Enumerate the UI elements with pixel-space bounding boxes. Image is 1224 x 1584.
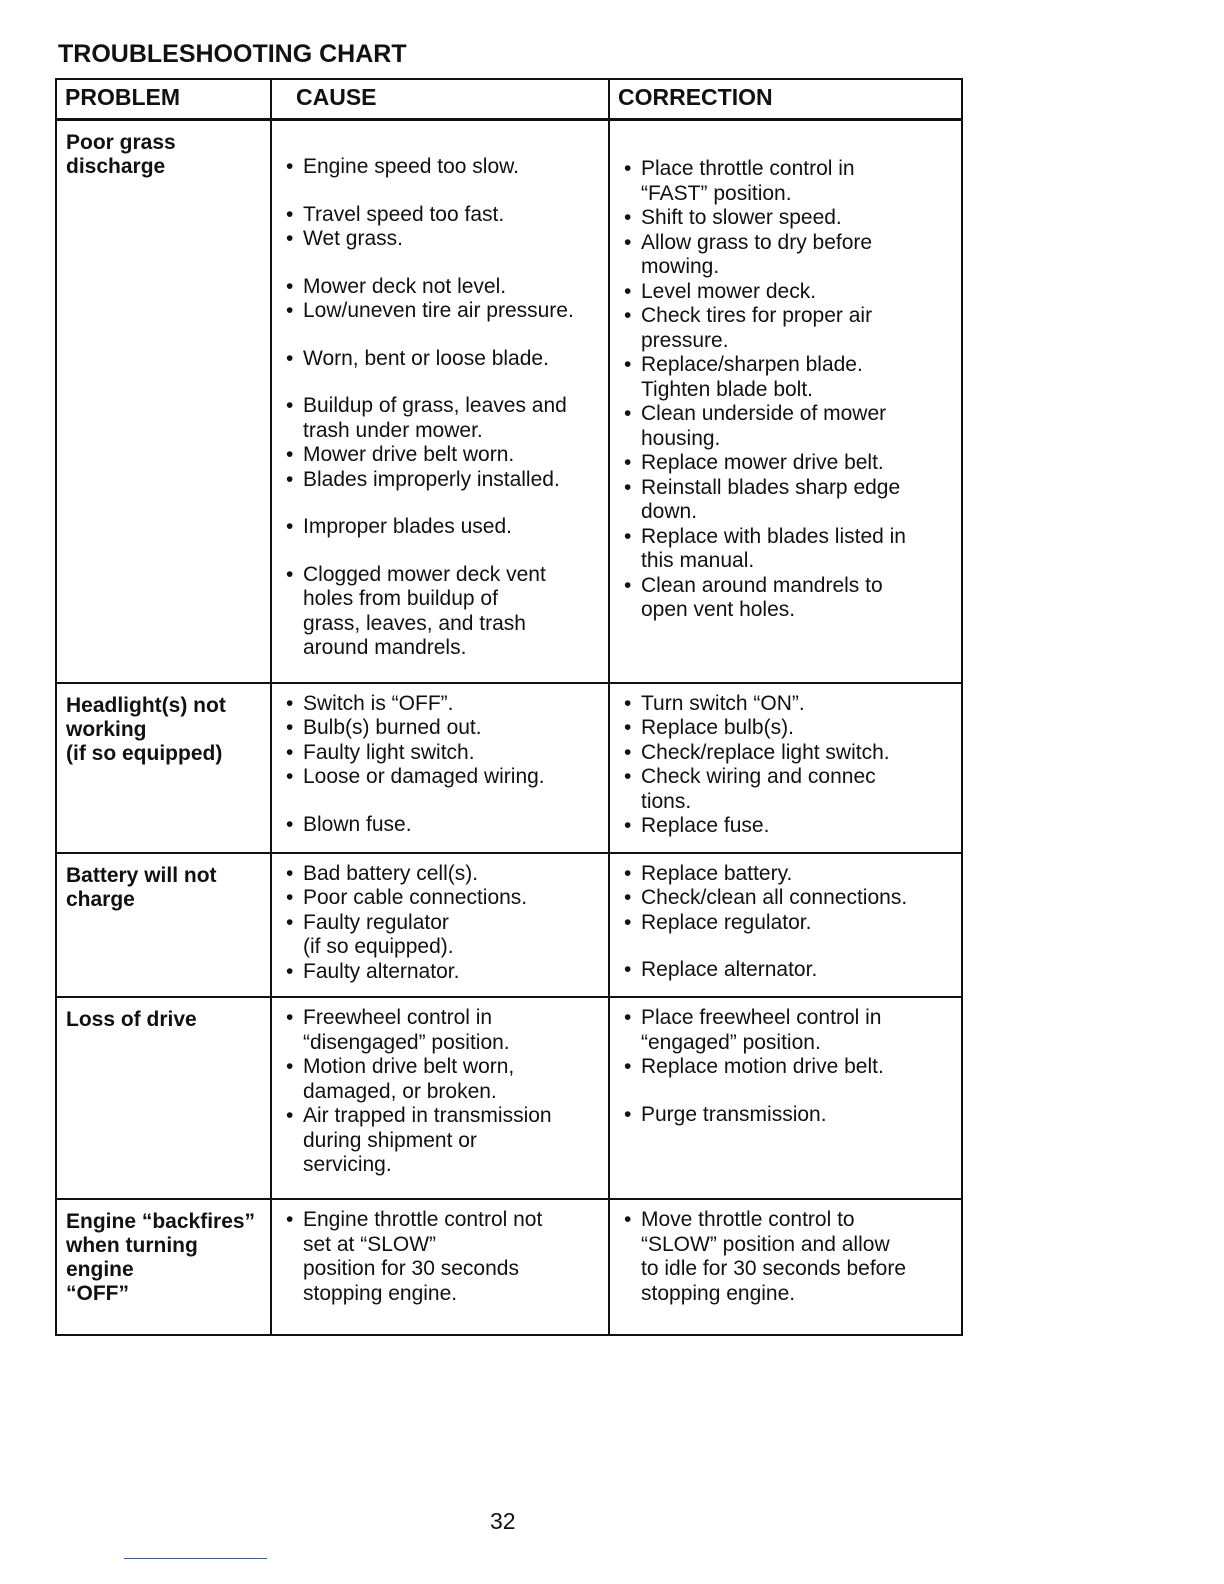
correction-item: • Clean underside of mower housing.: [622, 402, 955, 451]
cause-item: • Engine throttle control not set at “SLOW” position for 30 seconds stopping engine.: [284, 1208, 602, 1306]
correction-item: • Turn switch “ON”.: [622, 692, 955, 717]
correction-item: • Replace regulator.: [622, 911, 955, 936]
cause-item: • Faulty regulator (if so equipped).: [284, 911, 602, 960]
correction-item: • Level mower deck.: [622, 280, 955, 305]
cause-item: • Buildup of grass, leaves and trash under mower.: [284, 394, 602, 443]
table-row: [56, 120, 962, 683]
cause-list: [272, 1200, 608, 1318]
cause-item: • Freewheel control in “disengaged” position.: [284, 1006, 602, 1055]
table-row: [56, 997, 962, 1199]
correction-list: [610, 998, 961, 1139]
table-row: [56, 683, 962, 853]
cause-list: [272, 684, 608, 850]
cause-item: • Wet grass.: [284, 227, 602, 252]
cause-item: • Improper blades used.: [284, 515, 602, 540]
correction-item: • Replace battery.: [622, 862, 955, 887]
table-row: [56, 853, 962, 998]
cause-list: [272, 121, 608, 673]
correction-list: [610, 854, 961, 995]
cause-item: • Air trapped in transmission during shipment or servicing.: [284, 1104, 602, 1178]
correction-list: [610, 121, 961, 635]
cause-cell: [271, 997, 609, 1199]
correction-cell: [609, 683, 962, 853]
correction-item: • Check tires for proper air pressure.: [622, 304, 955, 353]
table-body: [56, 120, 962, 1336]
cause-item: • Low/uneven tire air pressure.: [284, 299, 602, 324]
cause-cell: [271, 683, 609, 853]
cause-item: • Worn, bent or loose blade.: [284, 347, 602, 372]
cause-item: • Engine speed too slow.: [284, 155, 602, 180]
correction-item: • Check/replace light switch.: [622, 741, 955, 766]
cause-cell: [271, 120, 609, 683]
correction-item: • Check/clean all connections.: [622, 886, 955, 911]
footer-rule: [124, 1558, 267, 1559]
correction-list: [610, 684, 961, 851]
chart-title: TROUBLESHOOTING CHART: [58, 40, 407, 68]
cause-item: • Mower deck not level.: [284, 275, 602, 300]
cause-item: • Mower drive belt worn.: [284, 443, 602, 468]
correction-item: • Replace mower drive belt.: [622, 451, 955, 476]
page-number: 32: [490, 1508, 516, 1534]
correction-item: • Check wiring and connec tions.: [622, 765, 955, 814]
correction-list: [610, 1200, 961, 1318]
correction-item: • Place freewheel control in “engaged” position.: [622, 1006, 955, 1055]
cause-list: [272, 998, 608, 1190]
correction-cell: [609, 853, 962, 998]
correction-item: • Replace alternator.: [622, 958, 955, 983]
problem-cell: Engine “backfires” when turning engine “OFF”: [56, 1199, 271, 1335]
correction-item: • Place throttle control in “FAST” position.: [622, 157, 955, 206]
problem-cell: Battery will not charge: [56, 853, 271, 998]
correction-item: • Shift to slower speed.: [622, 206, 955, 231]
correction-item: • Clean around mandrels to open vent holes.: [622, 574, 955, 623]
correction-item: • Reinstall blades sharp edge down.: [622, 476, 955, 525]
cause-item: • Loose or damaged wiring.: [284, 765, 602, 790]
cause-item: • Blown fuse.: [284, 813, 602, 838]
correction-item: • Move throttle control to “SLOW” position and allow to idle for 30 seconds before stopping engine.: [622, 1208, 955, 1306]
cause-item: • Bad battery cell(s).: [284, 862, 602, 887]
troubleshooting-table: [55, 78, 963, 1336]
correction-cell: [609, 120, 962, 683]
cause-item: • Faulty alternator.: [284, 960, 602, 985]
cause-item: • Poor cable connections.: [284, 886, 602, 911]
problem-cell: Headlight(s) not working (if so equipped): [56, 683, 271, 853]
correction-column-header: CORRECTION: [609, 79, 962, 120]
cause-item: • Blades improperly installed.: [284, 468, 602, 493]
problem-column-header: PROBLEM: [56, 79, 271, 120]
cause-item: • Bulb(s) burned out.: [284, 716, 602, 741]
table-row: [56, 1199, 962, 1335]
correction-item: • Replace bulb(s).: [622, 716, 955, 741]
problem-cell: Poor grass discharge: [56, 120, 271, 683]
cause-item: • Switch is “OFF”.: [284, 692, 602, 717]
cause-column-header: CAUSE: [271, 79, 609, 120]
cause-cell: [271, 853, 609, 998]
correction-item: • Replace with blades listed in this manual.: [622, 525, 955, 574]
correction-item: • Purge transmission.: [622, 1103, 955, 1128]
table-header-row: [56, 79, 962, 120]
cause-item: • Travel speed too fast.: [284, 203, 602, 228]
correction-item: • Replace motion drive belt.: [622, 1055, 955, 1080]
correction-item: • Replace/sharpen blade. Tighten blade bolt.: [622, 353, 955, 402]
cause-cell: [271, 1199, 609, 1335]
correction-cell: [609, 997, 962, 1199]
cause-item: • Faulty light switch.: [284, 741, 602, 766]
cause-list: [272, 854, 608, 997]
correction-item: • Allow grass to dry before mowing.: [622, 231, 955, 280]
correction-item: • Replace fuse.: [622, 814, 955, 839]
problem-cell: Loss of drive: [56, 997, 271, 1199]
cause-item: • Motion drive belt worn, damaged, or broken.: [284, 1055, 602, 1104]
cause-item: • Clogged mower deck vent holes from buildup of grass, leaves, and trash around mandrels.: [284, 563, 602, 661]
correction-cell: [609, 1199, 962, 1335]
